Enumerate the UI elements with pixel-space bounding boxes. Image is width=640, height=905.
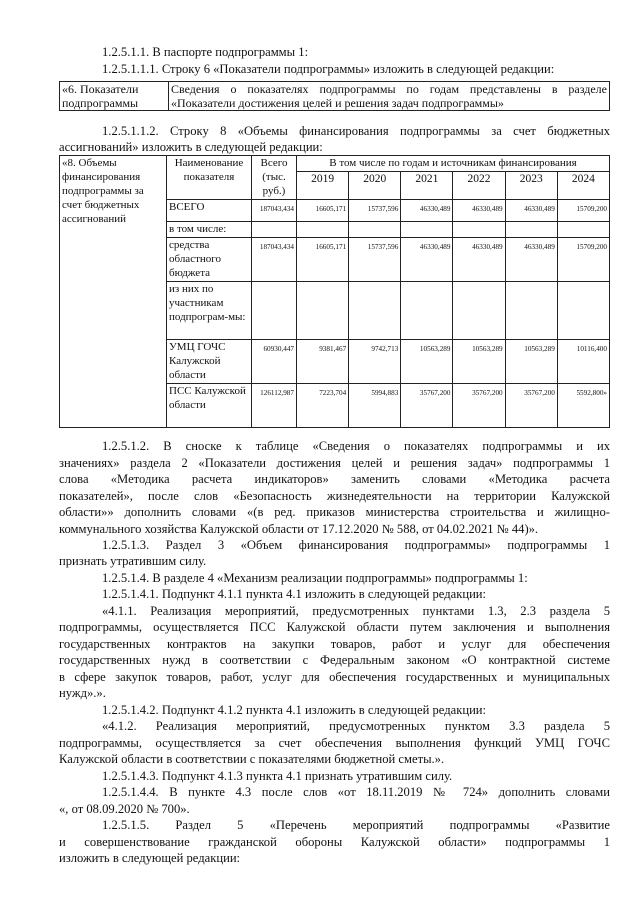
table-row: ВСЕГО 187043,434 16605,171 15737,596 46330,489 46330,489 46330,489 15709,200 [60,200,610,222]
year-header: 2020 [349,172,401,200]
year-header: 2019 [297,172,349,200]
col-total-header: Всего (тыс. руб.) [252,156,297,200]
paragraph: слова «Методика расчета индикаторов» заменить словами «Методика расчета [59,472,610,486]
indicators-text: Сведения о показателях подпрограммы по годам представлены в разделе «Показатели достижения целей и решения задач подпрограммы» [169,82,610,111]
paragraph: Калужской области в соответствии с показателями бюджетной сметы.». [59,752,445,766]
paragraph: значениях» раздела 2 «Показатели достижения целей и решения задач» подпрограммы 1 [59,456,610,470]
paragraph: «, от 08.09.2020 № 700». [59,802,190,816]
paragraph: в сфере закупок товаров, работ, услуг для обеспечения государственных и муниципальных [59,670,610,684]
paragraph: ассигнований» изложить в следующей редакции: [59,140,323,154]
paragraph: 1.2.5.1.1.1. Строку 6 «Показатели подпрограммы» изложить в следующей редакции: [102,62,555,76]
paragraph: 1.2.5.1.4.2. Подпункт 4.1.2 пункта 4.1 изложить в следующей редакции: [102,703,487,717]
table-row: в том числе: [60,222,610,238]
year-header: 2021 [401,172,453,200]
paragraph: 1.2.5.1.4.3. Подпункт 4.1.3 пункта 4.1 признать утратившим силу. [102,769,453,783]
paragraph: показателей», после слов «Безопасность жизнедеятельности на территории Калужской [59,489,610,503]
paragraph: изложить в следующей редакции: [59,851,241,865]
paragraph: признать утратившим силу. [59,554,207,568]
paragraph: 1.2.5.1.4. В разделе 4 «Механизм реализации подпрограммы» подпрограммы 1: [102,571,528,585]
paragraph: 1.2.5.1.2. В сноске к таблице «Сведения о показателях подпрограммы и их [102,439,610,453]
table-row: ПСС Калужской области 126112,987 7223,704 5994,883 35767,200 35767,200 35767,200 5592,800» [60,384,610,428]
year-header: 2024 [557,172,609,200]
paragraph: нужд».». [59,686,106,700]
paragraph: подпрограммы, осуществляется ПСС Калужской области путем заключения и выполнения [59,620,610,634]
paragraph: «4.1.2. Реализация мероприятий, предусмотренных пунктом 3.3 раздела 5 [102,719,610,733]
year-header: 2022 [453,172,505,200]
table-row: средства областного бюджета 187043,434 16605,171 15737,596 46330,489 46330,489 46330,489 15709,200 [60,238,610,282]
paragraph: 1.2.5.1.4.1. Подпункт 4.1.1 пункта 4.1 изложить в следующей редакции: [102,587,487,601]
financing-table [59,155,610,428]
paragraph: коммунального хозяйства Калужской области от 17.12.2020 № 588, от 04.02.2021 № 44)». [59,522,539,536]
paragraph: 1.2.5.1.5. Раздел 5 «Перечень мероприятий подпрограммы «Развитие [102,818,610,832]
paragraph: государственных контрактов на закупки товаров, работ и услуг для обеспечения [59,637,610,651]
paragraph: «4.1.1. Реализация мероприятий, предусмотренных пунктами 1.3, 2.3 раздела 5 [102,604,610,618]
paragraph: 1.2.5.1.1.2. Строку 8 «Объемы финансирования подпрограммы за счет бюджетных [102,124,610,138]
indicators-table [59,81,610,111]
paragraph: 1.2.5.1.3. Раздел 3 «Объем финансирования подпрограммы» подпрограммы 1 [102,538,610,552]
col-years-header: В том числе по годам и источникам финансирования [297,156,610,172]
paragraph: области»» дополнить словами «(в ред. приказов министерства строительства и жилищно- [59,505,610,519]
paragraph: и совершенствование гражданской обороны Калужской области» подпрограммы 1 [59,835,610,849]
paragraph: государственных нужд в соответствии с Федеральным законом «О контрактной системе [59,653,610,667]
paragraph: 1.2.5.1.4.4. В пункте 4.3 после слов «от 18.11.2019 № 724» дополнить словами [102,785,610,799]
table-row: из них по участникам подпрограм-мы: [60,282,610,340]
indicators-label: «6. Показатели подпрограммы [60,82,169,111]
paragraph: подпрограммы, осуществляется за счет обеспечения выполнения функций УМЦ ГОЧС [59,736,610,750]
financing-label: «8. Объемы финансирования подпрограммы за счет бюджетных ассигнований [60,156,167,428]
table-row: УМЦ ГОЧС Калужской области 60930,447 9381,467 9742,713 10563,289 10563,289 10563,289 10116,400 [60,340,610,384]
col-name-header: Наименование показателя [167,156,252,200]
year-header: 2023 [505,172,557,200]
paragraph: 1.2.5.1.1. В паспорте подпрограммы 1: [102,45,309,59]
